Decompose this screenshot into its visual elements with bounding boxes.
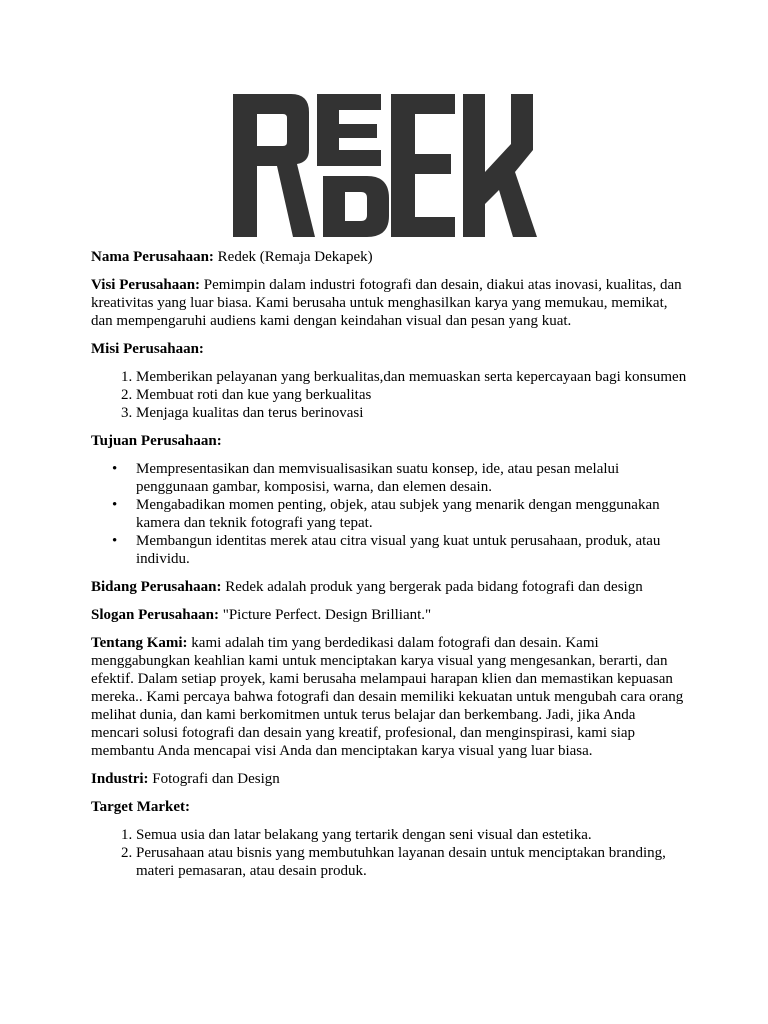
vision-label: Visi Perusahaan: (91, 277, 201, 293)
industry-paragraph (91, 770, 687, 788)
vision-value: Pemimpin dalam industri fotografi dan desain, diakui atas inovasi, kualitas, dan kreativitas yang luar biasa. Kami berusaha untuk menghasilkan karya yang memukau, memikat, dan mempengaruhi audiens kami dengan keindahan visual dan pesan yang kuat. (91, 277, 682, 329)
list-item: • Mempresentasikan dan memvisualisasikan suatu konsep, ide, atau pesan melalui penggunaan gambar, komposisi, warna, dan elemen desain. (136, 460, 687, 496)
field-label: Bidang Perusahaan: (91, 579, 222, 595)
about-paragraph (91, 634, 687, 760)
field-value: Redek adalah produk yang bergerak pada bidang fotografi dan design (225, 579, 643, 595)
target-market-label: Target Market: (91, 799, 190, 815)
industry-value: Fotografi dan Design (152, 771, 280, 787)
goals-label: Tujuan Perusahaan: (91, 433, 222, 449)
list-item: 2. Perusahaan atau bisnis yang membutuhkan layanan desain untuk menciptakan branding, materi pemasaran, atau desain produk. (136, 844, 687, 880)
about-value: kami adalah tim yang berdedikasi dalam fotografi dan desain. Kami menggabungkan keahlian kami untuk menciptakan karya visual yang mengesankan, berarti, dan efektif. Dalam setiap proyek, kami berusaha melampaui harapan klien dan memastikan kepuasan mereka.. Kami percaya bahwa fotografi dan desain memiliki kekuatan untuk mengubah cara orang melihat dunia, dan kami berkomitmen untuk terus belajar dan berkembang. Jadi, jika Anda mencari solusi fotografi dan desain yang kreatif, profesional, dan menginspirasi, kami siap membantu Anda mencapai visi Anda dan menciptakan karya visual yang luar biasa. (91, 635, 684, 759)
about-label: Tentang Kami: (91, 635, 188, 651)
slogan-paragraph (91, 606, 687, 624)
document-body (91, 248, 687, 890)
list-item: 3. Menjaga kualitas dan terus berinovasi (136, 404, 687, 422)
list-item: 1. Semua usia dan latar belakang yang tertarik dengan seni visual dan estetika. (136, 826, 687, 844)
list-item: • Membangun identitas merek atau citra visual yang kuat untuk perusahaan, produk, atau individu. (136, 532, 687, 568)
goals-list (91, 460, 687, 568)
mission-label: Misi Perusahaan: (91, 341, 204, 357)
list-item: 2. Membuat roti dan kue yang berkualitas (136, 386, 687, 404)
company-name-value: Redek (Remaja Dekapek) (217, 249, 373, 265)
target-market-list (91, 826, 687, 880)
vision-paragraph (91, 276, 687, 330)
mission-heading (91, 340, 687, 358)
redek-logo (231, 92, 541, 239)
target-market-heading (91, 798, 687, 816)
company-name-paragraph (91, 248, 687, 266)
goals-heading (91, 432, 687, 450)
slogan-value: "Picture Perfect. Design Brilliant." (222, 607, 432, 623)
field-paragraph (91, 578, 687, 596)
slogan-label: Slogan Perusahaan: (91, 607, 219, 623)
company-name-label: Nama Perusahaan: (91, 249, 214, 265)
list-item: 1. Memberikan pelayanan yang berkualitas,dan memuaskan serta kepercayaan bagi konsumen (136, 368, 687, 386)
industry-label: Industri: (91, 771, 149, 787)
mission-list (91, 368, 687, 422)
list-item: • Mengabadikan momen penting, objek, atau subjek yang menarik dengan menggunakan kamera dan teknik fotografi yang tepat. (136, 496, 687, 532)
